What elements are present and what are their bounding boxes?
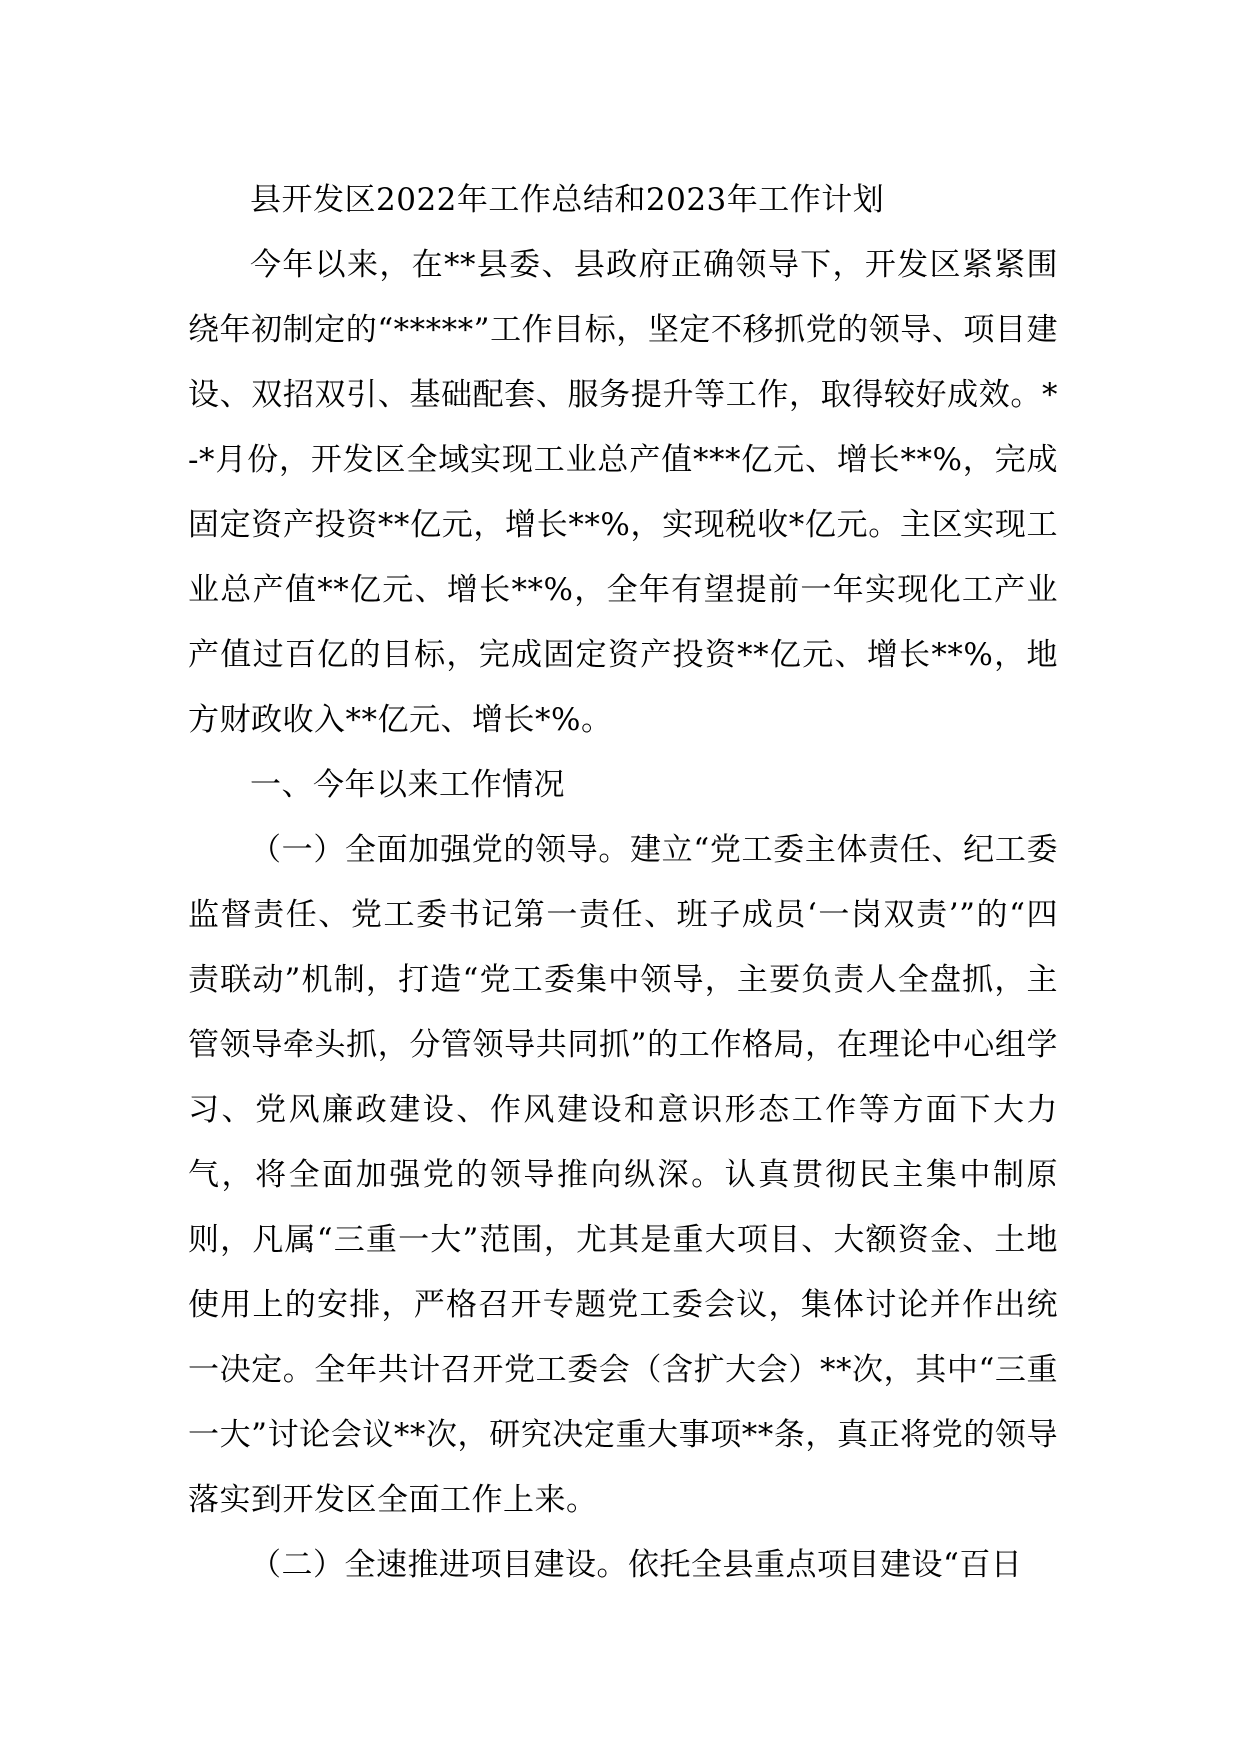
document-body	[188, 168, 1058, 1598]
paragraph-intro: 今年以来，在**县委、县政府正确领导下，开发区紧紧围绕年初制定的“*****”工作目标，坚定不移抓党的领导、项目建设、双招双引、基础配套、服务提升等工作，取得较好成效。*-*月份，开发区全域实现工业总产值***亿元、增长**%，完成固定资产投资**亿元，增长**%，实现税收*亿元。主区实现工业总产值**亿元、增长**%，全年有望提前一年实现化工产业产值过百亿的目标，完成固定资产投资**亿元、增长**%，地方财政收入**亿元、增长*%。	[188, 247, 1058, 738]
section-heading-1: 一、今年以来工作情况	[250, 767, 565, 803]
paragraph-project-construction: （二）全速推进项目建设。依托全县重点项目建设“百日	[250, 1547, 1023, 1583]
document-title: 县开发区2022年工作总结和2023年工作计划	[250, 182, 885, 218]
paragraph-party-leadership: （一）全面加强党的领导。建立“党工委主体责任、纪工委监督责任、党工委书记第一责任、班子成员‘一岗双责’”的“四责联动”机制，打造“党工委集中领导，主要负责人全盘抓，主管领导牵头抓，分管领导共同抓”的工作格局，在理论中心组学习、党风廉政建设、作风建设和意识形态工作等方面下大力气，将全面加强党的领导推向纵深。认真贯彻民主集中制原则，凡属“三重一大”范围，尤其是重大项目、大额资金、土地使用上的安排，严格召开专题党工委会议，集体讨论并作出统一决定。全年共计召开党工委会（含扩大会）**次，其中“三重一大”讨论会议**次，研究决定重大事项**条，真正将党的领导落实到开发区全面工作上来。	[188, 832, 1058, 1518]
